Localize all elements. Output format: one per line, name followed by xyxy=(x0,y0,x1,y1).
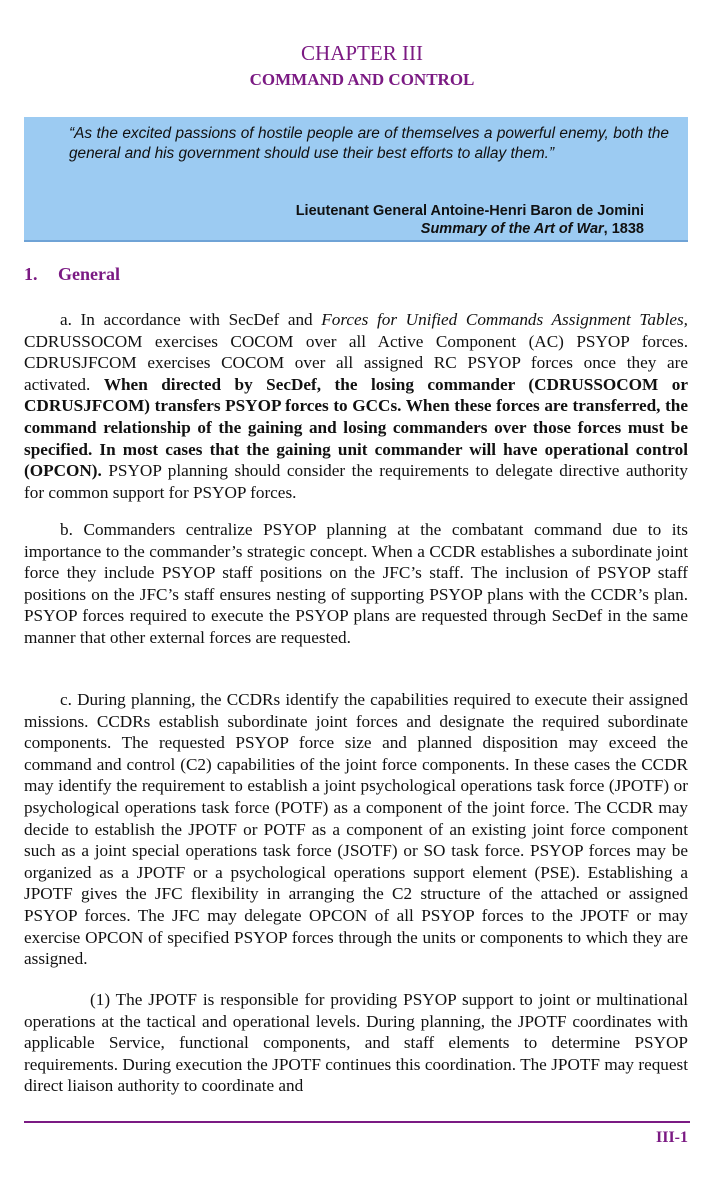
page-number: III-1 xyxy=(655,1129,688,1146)
chapter-title: COMMAND AND CONTROL xyxy=(249,70,475,89)
paragraph-a-italic: Forces for Unified Commands Assignment Tables, xyxy=(321,310,688,329)
epigraph-box xyxy=(24,117,688,242)
paragraph-b-text: b. Commanders centralize PSYOP planning at the combatant command due to its importance to the commander’s strategic concept. When a CCDR establishes a subordinate joint force they include PSYOP staff positions on the JFC’s staff. The inclusion of PSYOP staff positions on the JFC’s staff ensures nesting of supporting PSYOP plans with the CCDR’s plan. PSYOP forces required to execute the PSYOP plans are requested through SecDef in the same manner that other external forces are requested. xyxy=(24,520,688,647)
chapter-number: CHAPTER III xyxy=(301,41,423,65)
epigraph-source-year: , 1838 xyxy=(603,221,644,237)
paragraph-c-text: c. During planning, the CCDRs identify the capabilities required to execute their assigned missions. CCDRs establish subordinate joint forces and designate the required subordinate components. The requested PSYOP force size and planned disposition may exceed the command and control (C2) capabilities of the joint force components. In these cases the CCDR may identify the requirement to establish a joint psychological operations task force (JPOTF) or psychological operations task force (POTF) as a component of the joint force. The CCDR may decide to establish the JPOTF or POTF as a component of an existing joint force component such as a joint special operations task force (JSOTF) or SO task force. PSYOP forces may be organized as a JPOTF or a psychological operations support element (PSE). Establishing a JPOTF gives the JFC flexibility in arranging the C2 structure of the attached or assigned PSYOP forces. The JFC may delegate OPCON of all PSYOP forces to the JPOTF or may exercise OPCON of specified PSYOP forces through the units or components to which they are assigned. xyxy=(24,690,688,969)
paragraph-a-lead: a. In accordance with SecDef and xyxy=(60,310,322,329)
epigraph-source-title: Summary of the Art of War xyxy=(420,221,604,237)
paragraph-a-text2: PSYOP planning should consider the requirements to delegate directive authority for common support for PSYOP forces. xyxy=(24,461,688,502)
section-title: General xyxy=(58,264,120,284)
paragraph-a xyxy=(24,309,688,503)
section-heading xyxy=(24,264,120,285)
footer-divider xyxy=(24,1121,690,1123)
paragraph-a-text1: CDRUSSOCOM exercises COCOM over all Active Component (AC) PSYOP forces. CDRUSJFCOM exercises COCOM over all assigned RC PSYOP forces once they are activated. xyxy=(24,331,688,394)
paragraph-a-bold: When directed by SecDef, the losing commander (CDRUSSOCOM or CDRUSJFCOM) transfers PSYOP forces to GCCs. When these forces are transferred, the command relationship of the gaining and losing commanders over those forces must be specified. In most cases that the gaining unit commander will have operational control (OPCON). xyxy=(24,374,688,481)
paragraph-b xyxy=(24,519,688,649)
section-number: 1. xyxy=(24,264,38,284)
paragraph-c-1 xyxy=(24,989,688,1097)
epigraph-author: Lieutenant General Antoine-Henri Baron de Jomini xyxy=(295,203,644,219)
epigraph-quote: “As the excited passions of hostile people are of themselves a powerful enemy, both the general and his government should use their best efforts to allay them.” xyxy=(69,125,669,162)
chapter-header xyxy=(0,40,724,91)
paragraph-c-1-text: (1) The JPOTF is responsible for providing PSYOP support to joint or multinational operations at the tactical and operational levels. During planning, the JPOTF coordinates with applicable Service, functional components, and staff elements to determine PSYOP requirements. During execution the JPOTF continues this coordination. The JPOTF may request direct liaison authority to coordinate and xyxy=(24,990,688,1096)
epigraph-source xyxy=(421,220,644,238)
paragraph-c xyxy=(24,689,688,970)
